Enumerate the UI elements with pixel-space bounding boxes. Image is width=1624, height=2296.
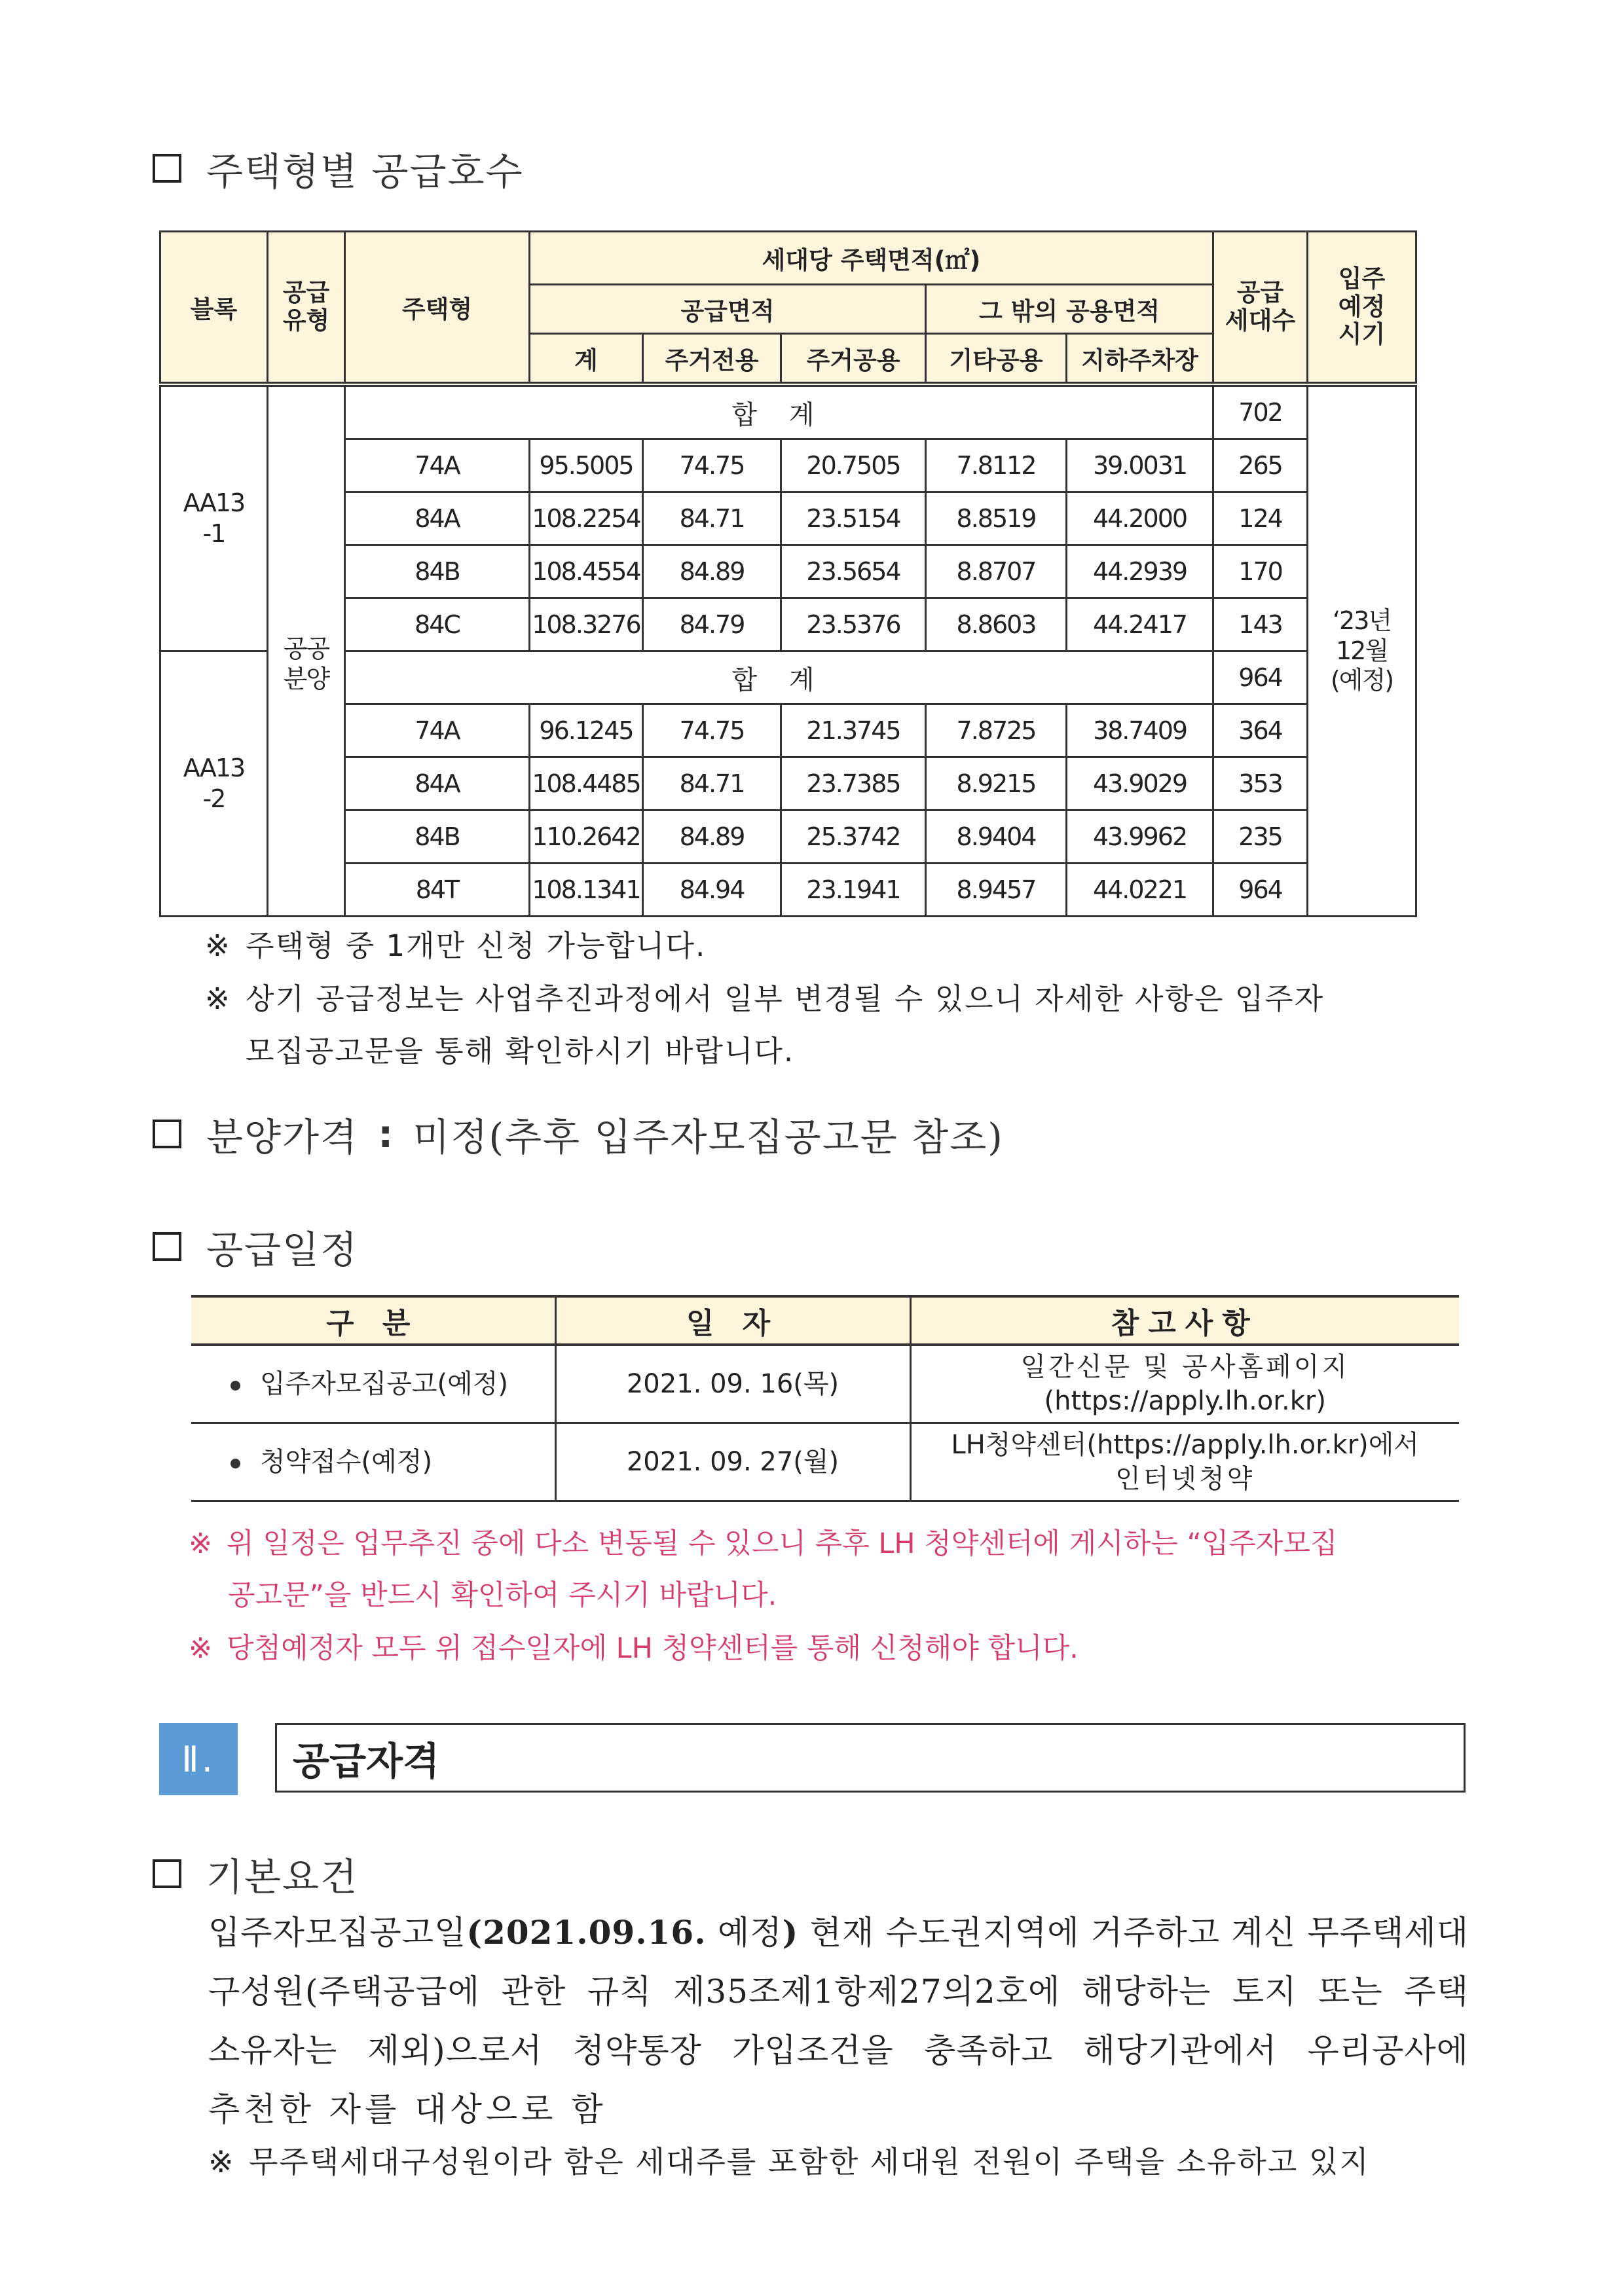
total-label: 합 계 [345, 384, 1213, 439]
cell: 44.2000 [1067, 492, 1213, 545]
cell: 84.71 [643, 492, 781, 545]
cell: 43.9029 [1067, 757, 1213, 811]
cell: 108.2254 [530, 492, 643, 545]
para-text: 입주자모집공고일 [208, 1914, 467, 1952]
cell: 84.94 [643, 864, 781, 917]
cell: 84.89 [643, 545, 781, 598]
cell: 21.3745 [781, 704, 926, 757]
section-heading-basic [153, 1846, 358, 1901]
section-number-badge: Ⅱ. [159, 1723, 238, 1795]
header-residential-common: 주거공용 [781, 334, 926, 385]
checkbox-square-icon [153, 1232, 181, 1261]
note-mark: ※ [208, 2144, 235, 2179]
total-households: 702 [1213, 384, 1308, 439]
header-exclusive: 주거전용 [643, 334, 781, 385]
cell: 353 [1213, 757, 1308, 811]
schedule-remarks [910, 1345, 1459, 1423]
header-remarks: 참고사항 [910, 1296, 1459, 1345]
total-label: 합 계 [345, 651, 1213, 704]
schedule-item [191, 1423, 555, 1501]
note-text: 무주택세대구성원이라 함은 세대주를 포함한 세대원 전원이 주택을 소유하고 있지 [249, 2144, 1370, 2179]
header-other-shared: 기타공용 [926, 334, 1067, 385]
cell: 143 [1213, 598, 1308, 651]
checkbox-square-icon [153, 1120, 181, 1148]
schedule-table [191, 1295, 1459, 1502]
note-mark: ※ [189, 1632, 213, 1665]
unit-supply-table [159, 230, 1417, 917]
remarks-line: LH청약센터(https://apply.lh.or.kr)에서 [951, 1430, 1420, 1460]
note-mark: ※ [205, 928, 231, 963]
bullet-dot-icon [231, 1381, 240, 1391]
cell: 84T [345, 864, 530, 917]
cell: 108.4485 [530, 757, 643, 811]
block-name: AA13 -1 [160, 384, 268, 651]
table-row [160, 598, 1416, 651]
basic-note [208, 2136, 1370, 2188]
table-row [191, 1423, 1459, 1501]
table-row [160, 545, 1416, 598]
schedule-item [191, 1345, 555, 1423]
cell: 8.9457 [926, 864, 1067, 917]
note-text: 위 일정은 업무추진 중에 다소 변동될 수 있으니 추후 LH 청약센터에 게시하는 “입주자모집 [227, 1527, 1338, 1560]
cell: 8.8707 [926, 545, 1067, 598]
cell: 265 [1213, 439, 1308, 492]
note-text: 공고문”을 반드시 확인하여 주시기 바랍니다. [228, 1579, 777, 1612]
section-heading-unit-supply [153, 141, 524, 196]
section-title-box [275, 1723, 1466, 1793]
cell: 8.8519 [926, 492, 1067, 545]
header-area-group: 세대당 주택면적(㎡) [530, 232, 1213, 285]
cell: 39.0031 [1067, 439, 1213, 492]
cell: 23.5376 [781, 598, 926, 651]
header-block: 블록 [160, 232, 268, 385]
cell: 7.8725 [926, 704, 1067, 757]
para-text: 현재 수도권지역에 거주하고 계신 무주택세대 [798, 1914, 1469, 1952]
schedule-remarks [910, 1423, 1459, 1501]
header-date: 일 자 [555, 1296, 910, 1345]
cell: 8.9404 [926, 811, 1067, 864]
header-underground-parking: 지하주차장 [1067, 334, 1213, 385]
cell: 8.9215 [926, 757, 1067, 811]
basic-paragraph-line4: 추천한 자를 대상으로 함 [208, 2090, 607, 2128]
cell: 108.4554 [530, 545, 643, 598]
table-row [160, 439, 1416, 492]
cell: 38.7409 [1067, 704, 1213, 757]
schedule-item-text: 입주자모집공고(예정) [260, 1369, 508, 1399]
total-households: 964 [1213, 651, 1308, 704]
cell: 84A [345, 492, 530, 545]
cell: 84.89 [643, 811, 781, 864]
basic-paragraph-line3: 소유자는 제외)으로서 청약통장 가입조건을 충족하고 해당기관에서 우리공사에 [208, 2032, 1469, 2069]
cell: 84A [345, 757, 530, 811]
note-mark: ※ [205, 981, 231, 1016]
table-row [191, 1345, 1459, 1423]
cell: 84.79 [643, 598, 781, 651]
cell: 96.1245 [530, 704, 643, 757]
remarks-line: (https://apply.lh.or.kr) [1044, 1386, 1326, 1416]
cell: 23.5654 [781, 545, 926, 598]
schedule-note-change-cont [228, 1569, 777, 1622]
bullet-dot-icon [231, 1459, 240, 1468]
cell: 84C [345, 598, 530, 651]
block-name: AA13 -2 [160, 651, 268, 917]
basic-paragraph-line1 [208, 1903, 1469, 1962]
para-bold: (2021.09.16. [466, 1913, 707, 1952]
heading-text: 공급일정 [206, 1228, 359, 1272]
section-title: 공급자격 [293, 1739, 440, 1783]
checkbox-square-icon [153, 154, 181, 183]
cell: 84B [345, 545, 530, 598]
move-in-value: ‘23년 12월 (예정) [1308, 384, 1416, 917]
header-households: 공급 세대수 [1213, 232, 1308, 385]
cell: 964 [1213, 864, 1308, 917]
schedule-note-apply [189, 1622, 1079, 1675]
table-row [160, 704, 1416, 757]
price-value: 미정(추후 입주자모집공고문 참조) [413, 1115, 1004, 1159]
cell: 364 [1213, 704, 1308, 757]
cell: 108.1341 [530, 864, 643, 917]
table-row [160, 864, 1416, 917]
cell: 84.71 [643, 757, 781, 811]
cell: 108.3276 [530, 598, 643, 651]
table-row [160, 757, 1416, 811]
cell: 44.2939 [1067, 545, 1213, 598]
note-change-cont [246, 1025, 794, 1078]
cell: 95.5005 [530, 439, 643, 492]
schedule-note-change [189, 1518, 1337, 1570]
cell: 170 [1213, 545, 1308, 598]
table-row [160, 384, 1416, 439]
cell: 23.1941 [781, 864, 926, 917]
note-text: 주택형 중 1개만 신청 가능합니다. [246, 928, 707, 963]
note-text: 당첨예정자 모두 위 접수일자에 LH 청약센터를 통해 신청해야 합니다. [227, 1632, 1079, 1665]
header-move-in: 입주 예정 시기 [1308, 232, 1416, 385]
para-text: 예정 [706, 1914, 783, 1952]
price-label: 분양가격 [206, 1115, 359, 1159]
header-supply-area: 공급면적 [530, 285, 926, 334]
section-heading-price [153, 1106, 1004, 1161]
note-change [205, 973, 1324, 1025]
cell: 7.8112 [926, 439, 1067, 492]
heading-text: 주택형별 공급호수 [206, 149, 524, 194]
cell: 25.3742 [781, 811, 926, 864]
table-row [160, 811, 1416, 864]
cell: 110.2642 [530, 811, 643, 864]
cell: 43.9962 [1067, 811, 1213, 864]
remarks-line: 인터넷청약 [1115, 1464, 1255, 1494]
table-row [160, 651, 1416, 704]
schedule-item-text: 청약접수(예정) [260, 1447, 433, 1477]
cell: 44.0221 [1067, 864, 1213, 917]
cell: 74A [345, 439, 530, 492]
note-one-type [205, 920, 706, 972]
checkbox-square-icon [153, 1859, 181, 1888]
cell: 23.7385 [781, 757, 926, 811]
cell: 44.2417 [1067, 598, 1213, 651]
cell: 74.75 [643, 704, 781, 757]
cell: 20.7505 [781, 439, 926, 492]
para-bold: ) [782, 1913, 799, 1952]
basic-paragraph-line2: 구성원(주택공급에 관한 규칙 제35조제1항제27의2호에 해당하는 토지 또는 주택 [208, 1973, 1469, 2011]
cell: 74.75 [643, 439, 781, 492]
cell: 8.8603 [926, 598, 1067, 651]
table-row [160, 492, 1416, 545]
header-other-common: 그 밖의 공용면적 [926, 285, 1213, 334]
header-unit-type: 주택형 [345, 232, 530, 385]
schedule-date: 2021. 09. 27(월) [555, 1423, 910, 1501]
cell: 74A [345, 704, 530, 757]
schedule-date: 2021. 09. 16(목) [555, 1345, 910, 1423]
cell: 235 [1213, 811, 1308, 864]
heading-text: 기본요건 [206, 1855, 359, 1899]
price-colon: : [378, 1112, 394, 1156]
supply-type-value: 공공 분양 [268, 384, 345, 917]
cell: 23.5154 [781, 492, 926, 545]
header-category: 구 분 [191, 1296, 555, 1345]
cell: 124 [1213, 492, 1308, 545]
note-text: 모집공고문을 통해 확인하시기 바랍니다. [246, 1034, 795, 1068]
header-supply-type: 공급 유형 [268, 232, 345, 385]
cell: 84B [345, 811, 530, 864]
note-text: 상기 공급정보는 사업추진과정에서 일부 변경될 수 있으니 자세한 사항은 입주자 [246, 981, 1325, 1016]
remarks-line: 일간신문 및 공사홈페이지 [1020, 1352, 1350, 1382]
section-heading-schedule [153, 1219, 358, 1274]
note-mark: ※ [189, 1527, 213, 1560]
header-total: 계 [530, 334, 643, 385]
